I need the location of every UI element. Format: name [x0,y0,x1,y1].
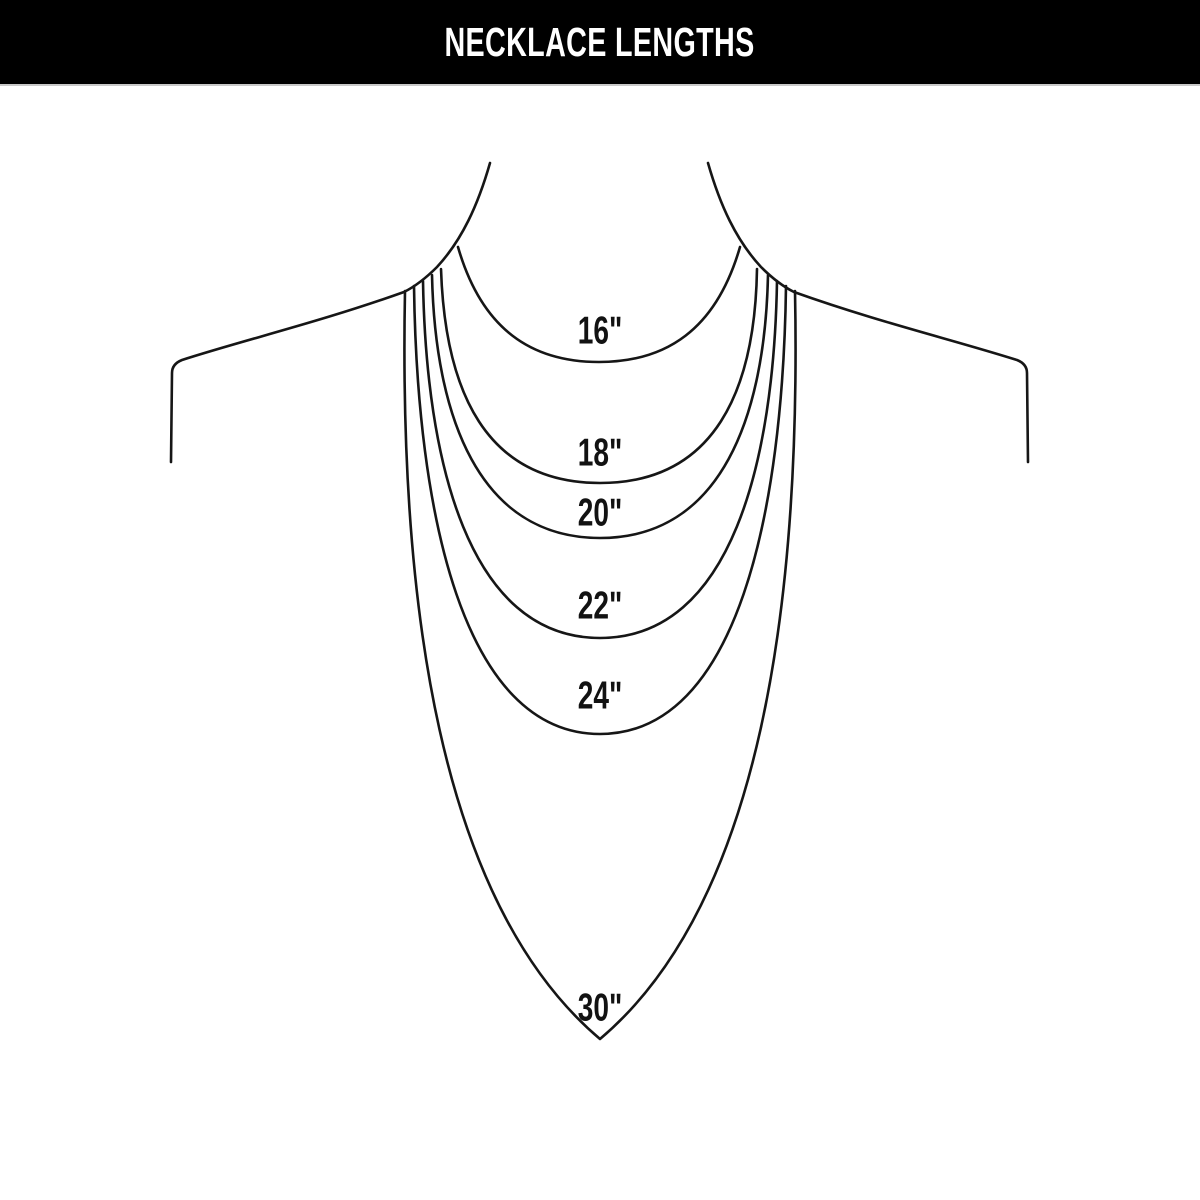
necklace-label-16: 16" [577,309,623,353]
page-title: NECKLACE LENGTHS [444,18,756,65]
necklace-label-18: 18" [577,431,623,475]
torso-outline-left [171,163,490,462]
necklace-label-20: 20" [577,491,623,535]
necklace-label-30: 30" [577,986,623,1030]
necklace-label-22: 22" [577,584,623,628]
torso-outline-right [708,163,1028,462]
necklace-label-24: 24" [577,674,623,718]
necklace-curve-30 [404,291,795,1039]
